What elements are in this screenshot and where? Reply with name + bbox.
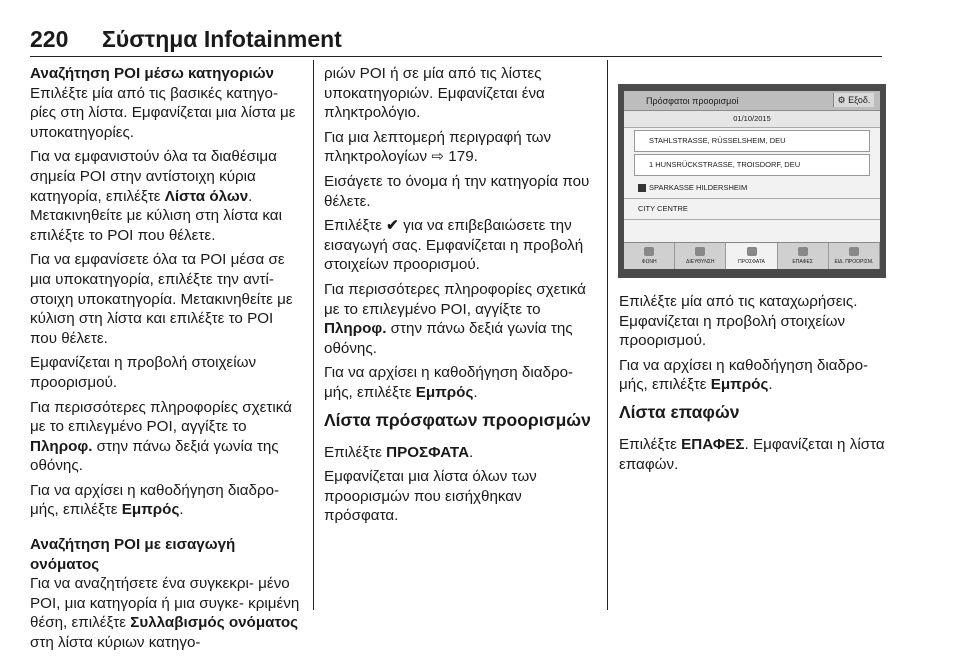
paragraph: Για να αρχίσει η καθοδήγηση διαδρο- μής, επιλέξτε Εμπρός. <box>324 364 574 401</box>
paragraph: Εμφανίζεται μια λίστα όλων των προορισμών που εισήχθηκαν πρόσφατα. <box>324 468 537 525</box>
list-item[interactable]: STAHLSTRASSE, RÜSSELSHEIM, DEU <box>634 130 870 152</box>
header-rule <box>30 56 882 57</box>
page-number: 220 <box>30 26 69 52</box>
tab-voice[interactable]: ΦΩΝΗ <box>624 243 675 269</box>
page-header <box>30 26 342 53</box>
screen <box>624 91 880 269</box>
paragraph: Για να εμφανιστούν όλα τα διαθέσιμα σημεία POI στην αντίστοιχη κύρια κατηγορία, επιλέξτε Λίστα όλων. Μετακινηθείτε με κύλιση στη λίστα και επιλέξτε το POI που θέλετε. <box>30 148 282 244</box>
heading-poi-categories: Αναζήτηση POI μέσω κατηγοριών <box>30 65 274 82</box>
bold-term: ΕΠΑΦΕΣ <box>681 435 745 453</box>
check-icon: ✔ <box>386 217 399 235</box>
paragraph: Επιλέξτε ΠΡΟΣΦΑΤΑ. <box>324 443 474 461</box>
heading-recent-destinations: Λίστα πρόσφατων προορισμών <box>324 409 591 430</box>
paragraph: Για μια λεπτομερή περιγραφή των πληκτρολογίων ⇨ 179. <box>324 128 552 166</box>
tab-address[interactable]: ΔΙΕΥΘΥΝΣΗ <box>675 243 726 269</box>
exit-button[interactable]: ⚙ Εξοδ. <box>833 93 874 107</box>
tab-recent[interactable]: ΠΡΟΣΦΑΤΑ <box>726 243 777 269</box>
column-1 <box>30 64 302 658</box>
list-item[interactable]: CITY CENTRE <box>624 199 880 220</box>
bold-term: Πληροφ. <box>324 320 387 338</box>
paragraph: Εμφανίζεται η προβολή στοιχείων προορισμού. <box>30 354 257 391</box>
column-divider-1 <box>313 60 314 610</box>
paragraph: Εισάγετε το όνομα ή την κατηγορία που θέλετε. <box>324 172 590 210</box>
screen-title: Πρόσφατοι προορισμοί <box>646 96 739 106</box>
paragraph: Για να εμφανίσετε όλα τα POI μέσα σε μια υποκατηγορία, επιλέξτε την αντί- στοιχη υποκατηγορία. Μετακινηθείτε με κύλιση στη λίστα και επιλέξτε το POI που θέλετε. <box>30 251 293 347</box>
bold-term: Εμπρός <box>121 501 180 519</box>
bottom-bar <box>624 242 880 269</box>
paragraph: Για περισσότερες πληροφορίες σχετικά με το επιλεγμένο POI, αγγίξτε το Πληροφ. στην πάνω δεξιά γωνία της οθόνης. <box>324 280 586 357</box>
column-divider-2 <box>607 60 608 610</box>
tab-special-destinations[interactable]: ΕΙΔ. ΠΡΟΟΡΙΣΜ. <box>829 243 880 269</box>
bold-term: Εμπρός <box>710 376 769 394</box>
bold-term: Λίστα όλων <box>164 187 249 205</box>
paragraph: Επιλέξτε ΕΠΑΦΕΣ. Εμφανίζεται η λίστα επαφών. <box>619 435 885 473</box>
paragraph: ριών POI ή σε μία από τις λίστες υποκατηγοριών. Εμφανίζεται ένα πληκτρολόγιο. <box>324 65 545 122</box>
paragraph: Επιλέξτε μία από τις βασικές κατηγο- ρίες στη λίστα. Εμφανίζεται μια λίστα με υποκατηγορίες. <box>30 84 296 141</box>
paragraph: Επιλέξτε ✔ για να επιβεβαιώσετε την εισαγωγή σας. Εμφανίζεται η προβολή στοιχείων προορισμού. <box>324 217 584 274</box>
bold-term: ΠΡΟΣΦΑΤΑ <box>386 443 470 461</box>
bold-term: Πληροφ. <box>30 437 93 455</box>
paragraph: Για να αρχίσει η καθοδήγηση διαδρο- μής, επιλέξτε Εμπρός. <box>619 356 869 394</box>
poi-icon <box>638 184 646 192</box>
date-row: 01/10/2015 <box>624 111 880 128</box>
bold-term: Συλλαβισμός ονόματος <box>130 614 298 632</box>
list-item[interactable]: 1 HUNSRÜCKSTRASSE, TROISDORF, DEU <box>634 154 870 176</box>
screen-titlebar <box>624 91 880 111</box>
heading-contacts: Λίστα επαφών <box>619 401 740 422</box>
heading-poi-name: Αναζήτηση POI με εισαγωγή ονόματος <box>30 536 236 573</box>
paragraph: Για να αρχίσει η καθοδήγηση διαδρο- μής, επιλέξτε Εμπρός. <box>30 481 280 519</box>
paragraph: Για να αναζητήσετε ένα συγκεκρι- μένο POI, μια κατηγορία ή μια συγκε- κριμένη θέση, επιλέξτε Συλλαβισμός ονόματος στη λίστα κύριων κατηγο- <box>30 575 300 652</box>
column-2 <box>324 64 599 531</box>
bold-term: Εμπρός <box>415 383 474 401</box>
page-reference: ⇨ 179. <box>431 148 478 166</box>
tab-contacts[interactable]: ΕΠΑΦΕΣ <box>778 243 829 269</box>
column-3 <box>619 292 887 479</box>
infotainment-screenshot <box>618 84 886 278</box>
page-title: Σύστημα Infotainment <box>102 26 342 52</box>
paragraph: Για περισσότερες πληροφορίες σχετικά με το επιλεγμένο POI, αγγίξτε το Πληροφ. στην πάνω δεξιά γωνία της οθόνης. <box>30 398 292 475</box>
list-item[interactable]: SPARKASSE HILDERSHEIM <box>624 178 880 199</box>
paragraph: Επιλέξτε μία από τις καταχωρήσεις. Εμφανίζεται η προβολή στοιχείων προορισμού. <box>619 293 858 350</box>
